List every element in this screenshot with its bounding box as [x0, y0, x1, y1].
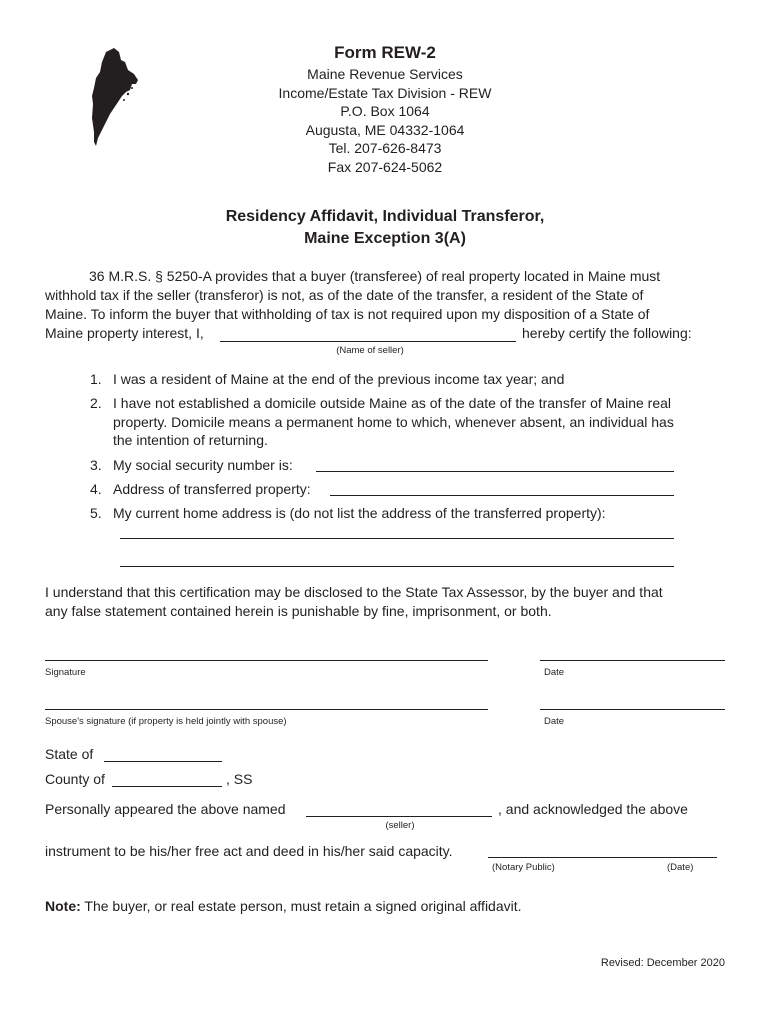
item-text: property. Domicile means a permanent home to which, whenever absent, an individual has — [113, 413, 674, 430]
affidavit-title-line1: Residency Affidavit, Individual Transferor, — [225, 208, 545, 225]
po-box: P.O. Box 1064 — [340, 103, 430, 119]
telephone: Tel. 207-626-8473 — [328, 140, 442, 156]
item-text: Address of transferred property: — [113, 481, 311, 497]
city-address: Augusta, ME 04332-1064 — [305, 121, 465, 138]
intro-line-4-end: hereby certify the following: — [522, 325, 692, 341]
maine-map-icon — [92, 48, 140, 148]
seller-name-caption: (Name of seller) — [336, 345, 404, 356]
seller-name-field[interactable] — [220, 341, 516, 342]
spouse-signature-label: Spouse's signature (if property is held jointly with spouse) — [45, 716, 287, 727]
item-text: the intention of returning. — [113, 432, 268, 449]
intro-line-1: 36 M.R.S. § 5250-A provides that a buyer (transferee) of real property located in Maine must — [89, 268, 661, 284]
county-field[interactable] — [112, 786, 222, 787]
spouse-date-label: Date — [544, 716, 565, 727]
item-number: 4. — [90, 481, 102, 497]
item-text: I was a resident of Maine at the end of the previous income tax year; and — [113, 371, 565, 387]
signature-date-label: Date — [544, 667, 565, 678]
note-text: The buyer, or real estate person, must retain a signed original affidavit. — [80, 898, 522, 914]
agency-name: Maine Revenue Services — [307, 66, 463, 82]
fax: Fax 207-624-5062 — [327, 158, 443, 175]
form-title: Form REW-2 — [334, 43, 436, 62]
item-text: My current home address is (do not list the address of the transferred property): — [113, 505, 606, 521]
division-name: Income/Estate Tax Division - REW — [278, 84, 492, 101]
spouse-signature-field[interactable] — [45, 709, 488, 710]
item-text: I have not established a domicile outside Maine as of the date of the transfer of Maine real — [113, 395, 671, 411]
home-address-field-line1[interactable] — [120, 538, 674, 539]
spouse-date-field[interactable] — [540, 709, 725, 710]
personally-appeared-label: Personally appeared the above named — [45, 801, 286, 817]
revised-date: Revised: December 2020 — [600, 957, 725, 969]
signature-field[interactable] — [45, 660, 488, 661]
notary-date-caption: (Date) — [667, 862, 694, 873]
seller-caption: (seller) — [385, 820, 415, 831]
ssn-field[interactable] — [316, 471, 674, 472]
item-text: My social security number is: — [113, 457, 293, 473]
intro-line-2: withhold tax if the seller (transferor) is not, as of the date of the transfer, a resident of the State of — [45, 287, 644, 303]
certification-line-2: any false statement contained herein is punishable by fine, imprisonment, or both. — [45, 603, 552, 619]
acknowledged-label: , and acknowledged the above — [498, 801, 688, 817]
instrument-text: instrument to be his/her free act and deed in his/her said capacity. — [45, 843, 453, 859]
notary-caption: (Notary Public) — [492, 862, 555, 873]
signature-label: Signature — [45, 667, 86, 678]
note — [45, 898, 522, 914]
intro-line-3: Maine. To inform the buyer that withholding of tax is not required upon my disposition of a State of — [45, 306, 650, 322]
item-number: 3. — [90, 457, 102, 473]
home-address-field-line2[interactable] — [120, 566, 674, 567]
item-number: 5. — [90, 505, 102, 521]
certification-line-1: I understand that this certification may be disclosed to the State Tax Assessor, by the buyer and that — [45, 584, 663, 600]
notary-signature-field[interactable] — [488, 857, 717, 858]
seller-appeared-field[interactable] — [306, 816, 492, 817]
state-label: State of — [45, 746, 94, 762]
ss-label: , SS — [226, 771, 253, 787]
note-label: Note: — [45, 898, 81, 914]
item-number: 1. — [90, 371, 102, 387]
signature-date-field[interactable] — [540, 660, 725, 661]
county-label: County of — [45, 771, 105, 787]
affidavit-title-line2: Maine Exception 3(A) — [304, 230, 466, 247]
intro-line-4-start: Maine property interest, I, — [45, 325, 204, 341]
state-field[interactable] — [104, 761, 222, 762]
item-number: 2. — [90, 395, 102, 411]
transferred-property-field[interactable] — [330, 495, 674, 496]
